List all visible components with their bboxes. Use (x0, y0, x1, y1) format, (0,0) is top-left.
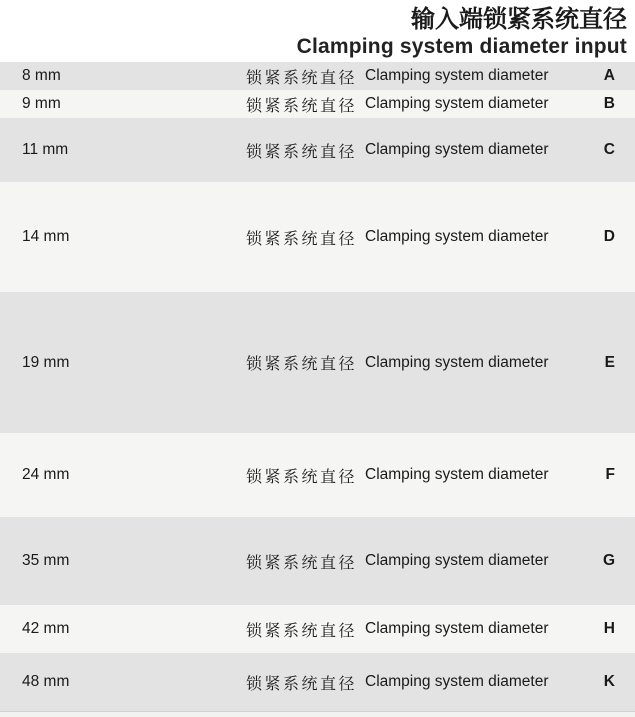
row-label-english: Clamping system diameter (365, 620, 549, 637)
table-row (0, 90, 635, 118)
size-code: E (604, 353, 615, 371)
size-code: C (603, 141, 615, 158)
row-label-chinese: 锁紧系统直径 (245, 356, 357, 373)
row-label-english: Clamping system diameter (365, 466, 549, 483)
diameter-value: 11 mm (22, 141, 69, 158)
row-label-english: Clamping system diameter (365, 673, 549, 690)
row-label-english: Clamping system diameter (365, 95, 549, 112)
diameter-value: 9 mm (22, 95, 61, 112)
size-code: F (605, 466, 615, 483)
table-row (0, 605, 635, 653)
row-label-english: Clamping system diameter (365, 141, 549, 158)
row-label-english: Clamping system diameter (365, 552, 549, 569)
size-code: D (603, 228, 615, 245)
diameter-value: 14 mm (22, 228, 70, 245)
page-title-chinese: 输入端锁紧系统直径 (411, 6, 627, 33)
size-code: K (603, 673, 615, 690)
table-row (0, 118, 635, 182)
table-row (0, 182, 635, 292)
clamping-diameter-table (0, 62, 635, 711)
bottom-divider (0, 711, 635, 717)
table-row (0, 517, 635, 605)
diameter-value: 48 mm (22, 673, 70, 690)
row-label-chinese: 锁紧系统直径 (245, 622, 357, 640)
table-row (0, 62, 635, 90)
row-label-chinese: 锁紧系统直径 (245, 468, 357, 486)
table-row (0, 292, 635, 433)
row-label-english: Clamping system diameter (365, 228, 549, 245)
row-label-chinese: 锁紧系统直径 (245, 675, 357, 693)
diameter-value: 8 mm (22, 67, 61, 84)
size-code: H (603, 620, 615, 637)
row-label-english: Clamping system diameter (365, 67, 549, 84)
size-code: G (602, 552, 615, 569)
diameter-value: 19 mm (22, 353, 70, 371)
size-code: A (603, 67, 615, 84)
page-title-english: Clamping system diameter input (296, 35, 627, 58)
diameter-value: 42 mm (22, 620, 70, 637)
size-code: B (603, 95, 615, 112)
row-label-chinese: 锁紧系统直径 (245, 143, 357, 161)
row-label-chinese: 锁紧系统直径 (245, 97, 357, 115)
diameter-value: 35 mm (22, 552, 70, 569)
page-header (0, 0, 635, 62)
row-label-chinese: 锁紧系统直径 (245, 230, 357, 248)
row-label-english: Clamping system diameter (365, 353, 549, 371)
row-label-chinese: 锁紧系统直径 (245, 554, 357, 572)
table-row (0, 433, 635, 517)
row-label-chinese: 锁紧系统直径 (245, 69, 357, 87)
table-row (0, 653, 635, 711)
diameter-value: 24 mm (22, 466, 70, 483)
